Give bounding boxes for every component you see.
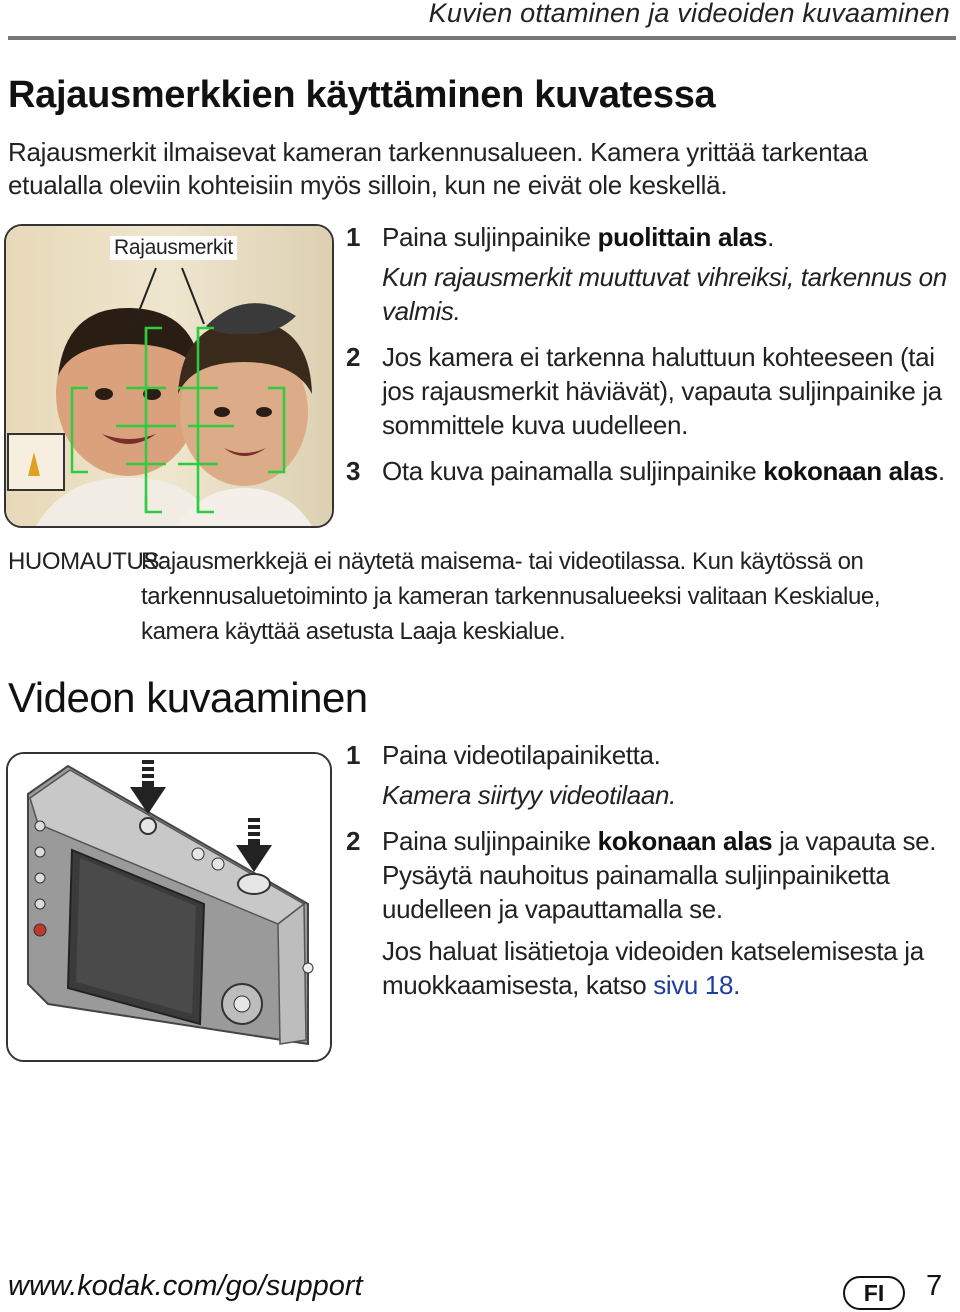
page-link[interactable]: sivu 18: [653, 970, 734, 1000]
step-text: Paina suljinpainike: [382, 826, 598, 856]
list-item: [346, 738, 956, 812]
list-item: [346, 454, 956, 488]
step-text-end: .: [767, 222, 775, 252]
step-extra-stop: Pysäytä nauhoitus painamalla suljinpainiketta uudelleen ja vapauttamalla se.: [382, 860, 890, 924]
figure-label-framing-marks: Rajausmerkit: [110, 236, 237, 260]
step-number: 1: [346, 740, 361, 770]
list-item: [346, 824, 956, 1002]
camera-back-illustration: [6, 752, 332, 1062]
step-extra-more-info: [382, 934, 956, 1002]
support-url[interactable]: www.kodak.com/go/support: [8, 1270, 363, 1302]
step-text: Paina suljinpainike: [382, 222, 598, 252]
section-title-framing-marks: Rajausmerkkien käyttäminen kuvatessa: [8, 74, 716, 116]
step-emphasis: puolittain alas: [597, 222, 768, 252]
note-text: Rajausmerkkejä ei näytetä maisema- tai videotilassa. Kun käytössä on tarkennusaluetoiminto ja kameran tarkennusalueeksi valitaan Keskialue, kamera käyttää asetusta Laaja keskialue.: [141, 548, 881, 645]
note-box: [8, 544, 953, 649]
step-text: Paina videotilapainiketta.: [382, 740, 661, 770]
step-number: 3: [346, 456, 361, 486]
step-emphasis: kokonaan alas: [597, 826, 773, 856]
step-number: 2: [346, 826, 361, 856]
section-title-video: Videon kuvaaminen: [8, 674, 368, 721]
language-badge: FI: [843, 1276, 905, 1310]
step-text-end: .: [937, 456, 945, 486]
note-label: HUOMAUTUS:: [8, 548, 166, 575]
step-result: Kun rajausmerkit muuttuvat vihreiksi, tarkennus on valmis.: [382, 262, 947, 326]
camera-icon: [8, 754, 330, 1060]
step-extra-end: .: [733, 970, 741, 1000]
step-extra-text: Jos haluat lisätietoja videoiden katselemisesta ja muokkaamisesta, katso: [382, 936, 924, 1000]
step-text: Jos kamera ei tarkenna haluttuun kohteeseen (tai jos rajausmerkit häviävät), vapauta suljinpainike ja sommittele kuva uudelleen.: [382, 342, 942, 440]
framing-marks-photo: [4, 224, 334, 528]
children-photo-illustration: [6, 226, 332, 526]
step-number: 1: [346, 222, 361, 252]
step-emphasis: kokonaan alas: [763, 456, 938, 486]
video-steps-list: [346, 738, 956, 1010]
framing-steps-list: [346, 220, 956, 496]
step-text: Ota kuva painamalla suljinpainike: [382, 456, 764, 486]
step-result: Kamera siirtyy videotilaan.: [382, 780, 677, 810]
step-text-end: ja vapauta se.: [772, 826, 937, 856]
list-item: [346, 340, 956, 442]
header-rule: [8, 36, 956, 40]
step-number: 2: [346, 342, 361, 372]
page-number: 7: [926, 1270, 943, 1302]
running-head-title: Kuvien ottaminen ja videoiden kuvaaminen: [428, 0, 950, 28]
list-item: [346, 220, 956, 328]
section-intro: Rajausmerkit ilmaisevat kameran tarkennusalueen. Kamera yrittää tarkentaa etualalla oleviin kohteisiin myös silloin, kun ne eivät ole keskellä.: [8, 137, 868, 200]
